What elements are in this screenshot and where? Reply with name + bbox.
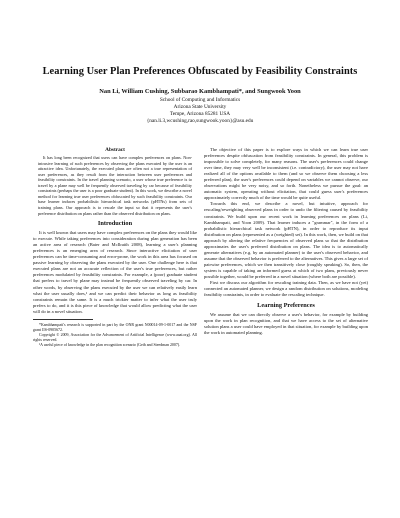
paper-title: Learning User Plan Preferences Obfuscated by Feasibility Constraints (42, 66, 358, 77)
footnote-copyright: Copyright © 2009, Association for the Advancement of Artificial Intelligence (www.aaai.org). All rights reserved. (33, 331, 197, 343)
abstract-heading: Abstract (105, 147, 125, 153)
paper-authors: Nan Li, William Cushing, Subbarao Kambhampati*, and Sungwook Yoon (99, 88, 301, 95)
footnote-rule (33, 319, 93, 320)
right-column (204, 147, 368, 336)
introduction-paragraph: It is well known that users may have complex preferences on the plans they would like to execute. While taking preferences into consideration during plan generation has been an active area of research (Baier and McIlraith 2008), learning a user's planning preferences is an emerging area of research. Since interactive elicitation of user preferences can be time-consuming and error-prone, the work in this area has focused on passive learning by observing the plans executed by the user. One challenge here is that executed plans are not an accurate reflection of the user's true preferences, but rather preferences modulated by feasibility constraints. For example, a (poor) graduate student that prefers to travel by plane may instead be frequently observed traveling by car. In other words, by observing the plans executed by the user we can relatively easily learn what the user usually does,¹ and we can predict their behavior as long as feasibility constraints remain the same. It is a much trickier matter to infer what the user truly prefers to do, and it is this piece of knowledge that would allow predicting what the user will do in a novel situation. (33, 230, 197, 314)
objective-paragraph: The objective of this paper is to explore ways in which we can learn true user preferences despite obfuscation from feasibility constraints. In general, this problem is impossible to solve completely, for many reasons. The user's preferences could change over time, they may very well be inconsistent (i.e. contradictory), the user may not have realized all of the options available to them (and so we observe them choosing a less preferred plan), the user's preferences could depend on variables we cannot observe, our observations might be very noisy, and so forth. Nonetheless we pursue the goal: an automatic system, operating without elicitation, that could guess user's preferences approximately correctly much of the time would be quite useful. (204, 147, 368, 201)
abstract-text: It has long been recognized that users can have complex preferences on plans. Non-intrusive learning of such preferences by observing the plans executed by the user is an attractive idea. Unfortunately, the executed plans are often not a true representation of user preferences, as they result from the interaction between user preferences and feasibility constraints. In the travel planning scenario, a user whose true preference is to travel by a plane may well be frequently observed traveling by car because of feasibility constraints (perhaps the user is a poor graduate student). In this work, we describe a novel method for learning true user preferences obfuscated by such feasibility constraints. Our base learner induces probabilistic hierarchical task networks (pHTNs) from sets of training plans. Our approach is to rescale the input so that it represents the user's preference distribution on plans rather than the observed distribution on plans. (38, 155, 192, 216)
affiliation-school: School of Computing and Informatics (159, 97, 241, 103)
affiliation-address: Tempe, Arizona 85281 USA (169, 111, 231, 117)
affiliation-emails: {nan.li.3,wcushing,rao,sungwook.yoon}@asu.edu (146, 118, 254, 124)
abstract-body (38, 155, 192, 216)
footnote-funding: *Kambhampati's research is supported in part by the ONR grant N00014-09-1-0017 and the NSF grant IIS-0905672. (33, 321, 197, 332)
learning-preferences-heading: Learning Preferences (257, 302, 315, 310)
footnote-plan-recognition: ¹A useful piece of knowledge in the plan recognition scenario (Geib and Steedman 2007). (39, 342, 181, 348)
left-column (33, 147, 197, 347)
introduction-heading: Introduction (97, 220, 133, 228)
affiliation-university: Arizona State University (173, 104, 227, 110)
outline-paragraph: First we discuss our algorithm for rescaling training data. Then, as we have not (yet) connected an automated planner, we design a random distribution on solutions, modeling feasibility constraints, in order to evaluate the rescaling technique. (204, 280, 368, 298)
approach-paragraph: Towards this end, we describe a novel, but intuitive, approach for rescaling/reweighting observed plans in order to undo the filtering caused by feasibility constraints. We build upon our recent work in learning preferences on plans (Li, Kambhampati, and Yoon 2009). That learner induces a "grammar", in the form of a probabilistic hierarchical task network (pHTN), in order to reproduce its input distribution on plans (represented as a (weighted) set). In this work, then, we build on that approach by altering the relative frequencies of observed plans so that the distribution approximates the user's preferred distribution on plans. The idea is to automatically generate alternatives (e.g. by an automated planner) to the user's observed behavior, and assume that the observed behavior is preferred to the alternatives. This gives a large set of pairwise preferences, which we then transitively close (roughly speaking). So, then, the system is capable of taking an informed guess at which of two plans, previously never possible together, would be preferred in a novel situation (where both are possible). (204, 201, 368, 279)
learning-preferences-paragraph: We assume that we can directly observe a user's behavior, for example by building upon the work in plan recognition, and that we have access to the set of alternative solution plans a user could have employed in that situation, for example by building upon the work in automated planning. (204, 312, 368, 336)
